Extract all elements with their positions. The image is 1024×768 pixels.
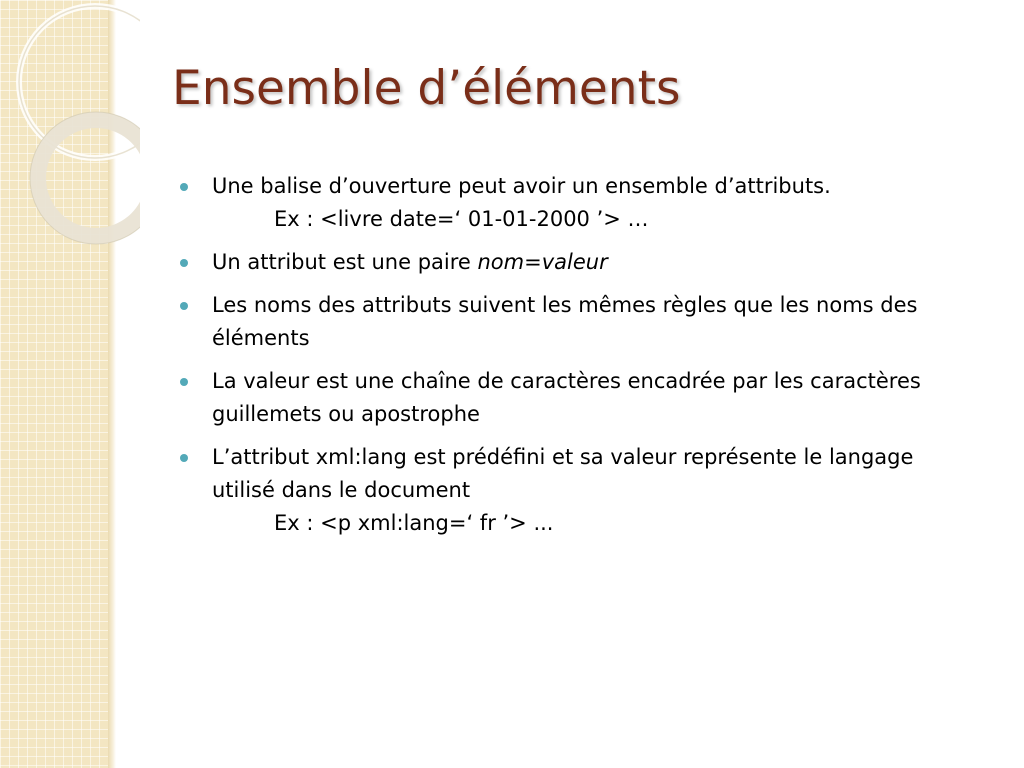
bullet-text: La valeur est une chaîne de caractères encadrée par les caractères guillemets ou apostrophe [212,369,921,426]
bullet-item-names [180,289,980,355]
bullet-item-value [180,365,980,431]
ring-ornament-icon [0,0,140,260]
bullet-item-attributes [180,170,980,236]
bullet-text: Les noms des attributs suivent les mêmes règles que les noms des éléments [212,293,918,350]
bullet-italic-term: nom=valeur [477,250,608,274]
bullet-example: Ex : <livre date=‘ 01-01-2000 ’> … [274,207,649,231]
bullet-dot-icon [180,302,188,310]
bullet-dot-icon [180,378,188,386]
bullet-dot-icon [180,259,188,267]
bullet-text: L’attribut xml:lang est prédéfini et sa valeur représente le langage utilisé dans le document [212,445,914,502]
bullet-text-line [212,246,980,279]
bullet-list [180,170,980,550]
bullet-item-xml-lang [180,441,980,540]
bullet-text: Une balise d’ouverture peut avoir un ensemble d’attributs. [212,174,831,198]
bullet-text: Un attribut est une paire [212,250,478,274]
bullet-item-pair [180,246,980,279]
bullet-dot-icon [180,454,188,462]
slide-title: Ensemble d’éléments [172,61,681,116]
bullet-dot-icon [180,183,188,191]
bullet-example: Ex : <p xml:lang=‘ fr ’> ... [274,511,554,535]
